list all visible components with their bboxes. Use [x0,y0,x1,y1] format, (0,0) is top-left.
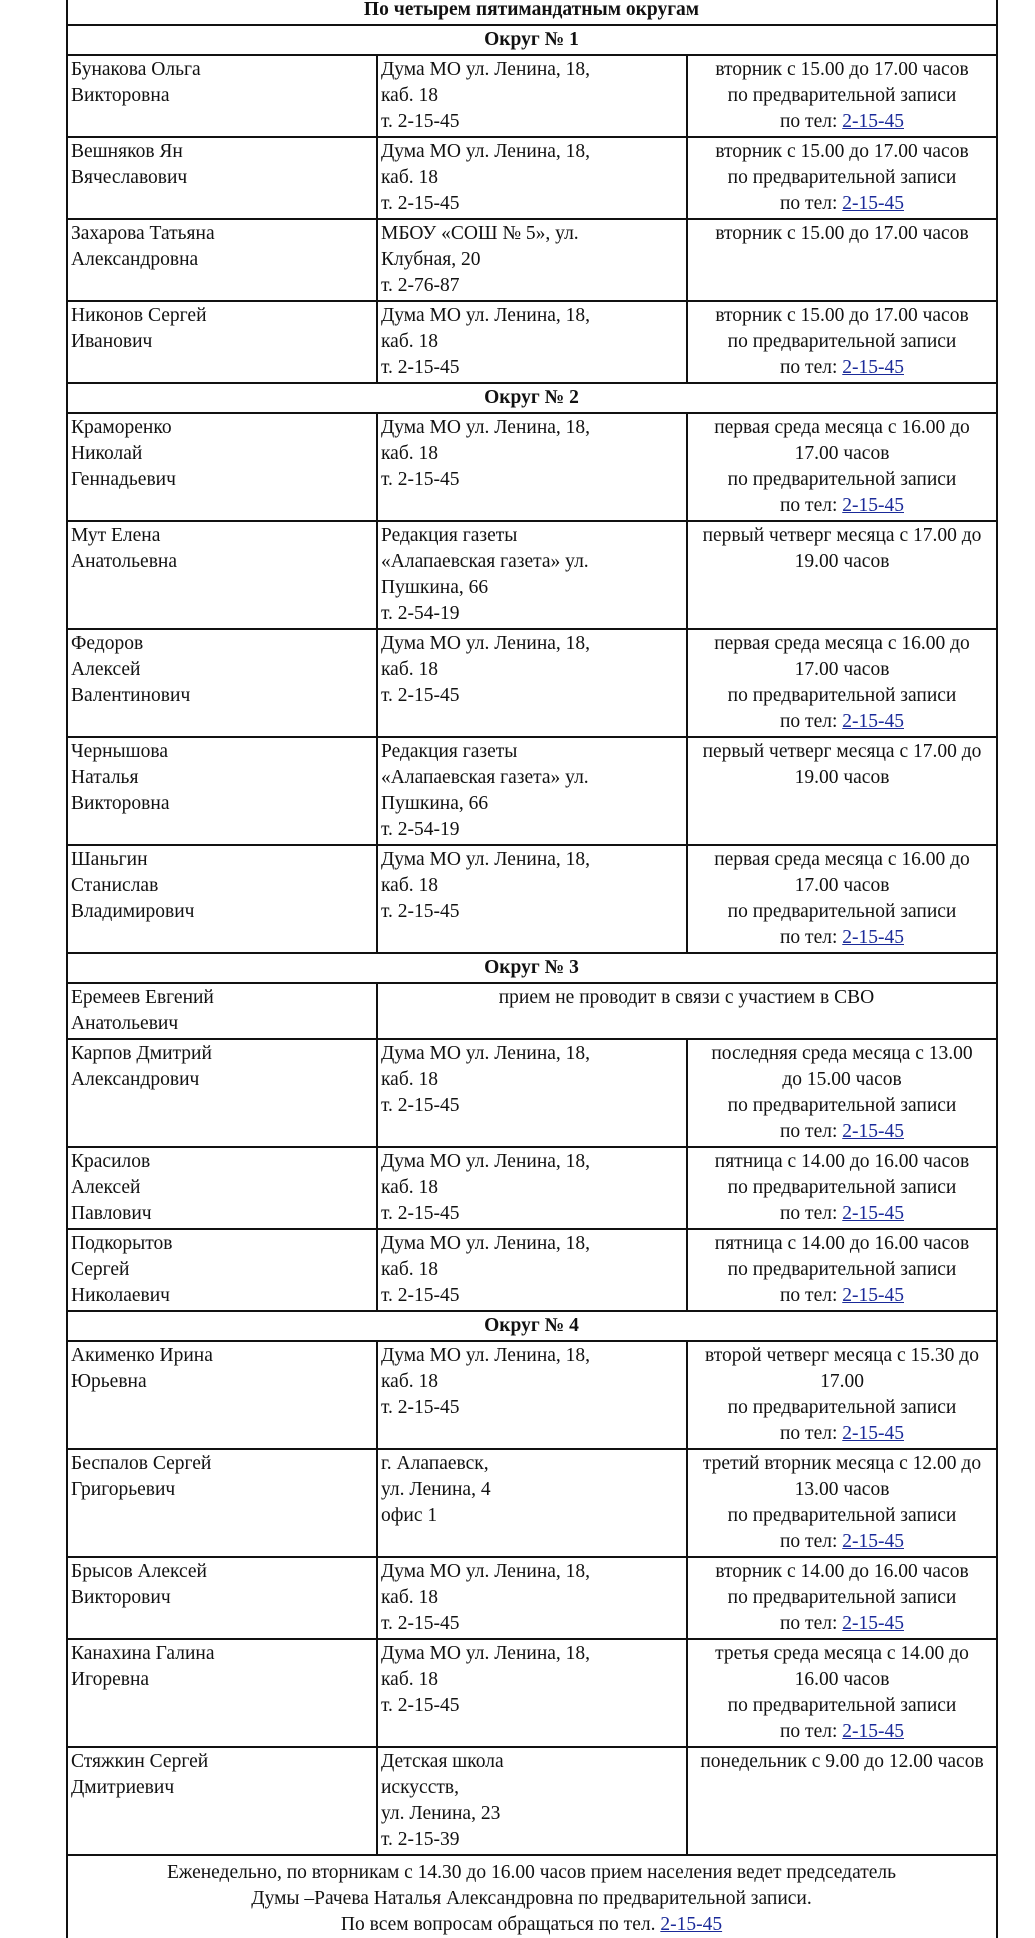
reception-time-line: по предварительной записи [727,685,957,706]
reception-place-line: т. 2-15-45 [381,685,460,706]
deputy-name-line: Викторович [71,1587,171,1608]
table-row [67,1747,997,1855]
reception-place-line: ул. Ленина, 23 [381,1803,501,1824]
deputy-name-line: Станислав [71,875,159,896]
reception-place-line: ул. Ленина, 4 [381,1479,491,1500]
reception-time-line: по предварительной записи [727,901,957,922]
reception-place-line: г. Алапаевск, [381,1453,489,1474]
reception-place-line: каб. 18 [381,85,439,106]
district-row [67,1311,997,1341]
reception-place-line: каб. 18 [381,1259,439,1280]
reception-place-line: Пушкина, 66 [381,577,489,598]
reception-note: прием не проводит в связи с участием в СВО [377,983,997,1039]
phone-link[interactable]: 2-15-45 [842,193,904,214]
reception-place-line: каб. 18 [381,1669,439,1690]
reception-place-line: каб. 18 [381,331,439,352]
table-row [67,1039,997,1147]
reception-time-line: третья среда месяца с 14.00 до [715,1643,969,1664]
reception-place-line: т. 2-15-45 [381,1397,460,1418]
reception-time-line: 19.00 часов [794,767,890,788]
table-row [67,1449,997,1557]
deputy-name-line: Мут Елена [71,525,161,546]
phone-prefix: по тел: [779,1203,843,1224]
reception-time-line: по предварительной записи [727,331,957,352]
reception-time-line: 13.00 часов [794,1479,890,1500]
footer-phone-prefix: По всем вопросам обращаться по тел. [340,1914,661,1935]
deputy-name-line: Сергей [71,1259,130,1280]
deputy-name-line: Владимирович [71,901,195,922]
reception-time-line: 16.00 часов [794,1669,890,1690]
deputy-name-line: Геннадьевич [71,469,176,490]
deputy-name-line: Юрьевна [71,1371,147,1392]
table-row [67,521,997,629]
phone-line [690,109,994,135]
phone-line [690,355,994,381]
reception-place [377,1147,687,1229]
table-row [67,845,997,953]
deputy-name-line: Игоревна [71,1669,150,1690]
phone-prefix: по тел: [779,1121,843,1142]
reception-place-line: т. 2-15-45 [381,901,460,922]
reception-time [687,1341,997,1449]
reception-place-line: каб. 18 [381,443,439,464]
phone-prefix: по тел: [779,357,843,378]
reception-time [687,301,997,383]
phone-link[interactable]: 2-15-45 [842,1531,904,1552]
footer-line [71,1912,992,1938]
reception-time-line: по предварительной записи [727,1397,957,1418]
reception-place-line: искусств, [381,1777,459,1798]
deputy-name [67,1229,377,1311]
reception-place-line: офис 1 [381,1505,438,1526]
phone-line [690,925,994,951]
deputy-name-line: Павлович [71,1203,152,1224]
reception-time [687,1557,997,1639]
deputy-name-line: Брысов Алексей [71,1561,207,1582]
deputy-name [67,521,377,629]
deputy-name [67,1449,377,1557]
deputy-name-line: Шаньгин [71,849,148,870]
reception-time [687,1229,997,1311]
deputy-name-line: Красилов [71,1151,151,1172]
reception-time [687,1639,997,1747]
deputy-name [67,1147,377,1229]
deputy-name-line: Викторовна [71,85,170,106]
phone-link[interactable]: 2-15-45 [842,357,904,378]
reception-place-line: т. 2-15-45 [381,1095,460,1116]
district-row [67,383,997,413]
reception-place [377,413,687,521]
deputy-name-line: Канахина Галина [71,1643,215,1664]
reception-place-line: т. 2-76-87 [381,275,460,296]
reception-time-line: по предварительной записи [727,1177,957,1198]
table-row [67,413,997,521]
reception-place-line: Дума МО ул. Ленина, 18, [381,1151,591,1172]
phone-link[interactable]: 2-15-45 [842,1121,904,1142]
schedule-table [66,0,998,1938]
reception-place-line: т. 2-15-45 [381,193,460,214]
reception-place-line: Клубная, 20 [381,249,481,270]
phone-link[interactable]: 2-15-45 [842,927,904,948]
phone-line [690,1283,994,1309]
reception-time [687,1449,997,1557]
reception-place-line: каб. 18 [381,1069,439,1090]
reception-time-line: первый четверг месяца с 17.00 до [702,525,982,546]
reception-place-line: Дума МО ул. Ленина, 18, [381,1233,591,1254]
deputy-name-line: Акименко Ирина [71,1345,213,1366]
deputy-name-line: Карпов Дмитрий [71,1043,212,1064]
reception-time-line: вторник с 15.00 до 17.00 часов [715,305,969,326]
reception-time-line: по предварительной записи [727,1587,957,1608]
deputy-name [67,219,377,301]
footer-row [67,1855,997,1938]
phone-line [690,1421,994,1447]
deputy-name-line: Валентинович [71,685,191,706]
phone-prefix: по тел: [779,495,843,516]
deputy-name-line: Григорьевич [71,1479,176,1500]
reception-time [687,219,997,301]
reception-place [377,1229,687,1311]
footer-note [67,1855,997,1938]
phone-line [690,493,994,519]
reception-time-line: пятница с 14.00 до 16.00 часов [714,1233,970,1254]
deputy-name-line: Беспалов Сергей [71,1453,212,1474]
deputy-name-line: Захарова Татьяна [71,223,215,244]
reception-time-line: 17.00 часов [794,659,890,680]
reception-place-line: Дума МО ул. Ленина, 18, [381,1345,591,1366]
reception-place-line: каб. 18 [381,167,439,188]
deputy-name-line: Дмитриевич [71,1777,175,1798]
table-row [67,1341,997,1449]
reception-place-line: каб. 18 [381,1587,439,1608]
deputy-name-line: Вячеславович [71,167,188,188]
title-row [67,0,997,25]
reception-place [377,629,687,737]
district-row [67,953,997,983]
table-row [67,301,997,383]
deputy-name-line: Никонов Сергей [71,305,207,326]
footer-phone-link[interactable]: 2-15-45 [660,1914,723,1935]
reception-time-line: пятница с 14.00 до 16.00 часов [714,1151,970,1172]
reception-place [377,301,687,383]
deputy-name [67,629,377,737]
phone-link[interactable]: 2-15-45 [842,1613,904,1634]
deputy-name-line: Николаевич [71,1285,170,1306]
deputy-name [67,737,377,845]
deputy-name-line: Алексей [71,1177,141,1198]
reception-place-line: каб. 18 [381,1371,439,1392]
deputy-name [67,301,377,383]
deputy-name-line: Бунакова Ольга [71,59,201,80]
phone-prefix: по тел: [779,1531,843,1552]
phone-line [690,1611,994,1637]
reception-time [687,1747,997,1855]
deputy-name-line: Николай [71,443,143,464]
phone-line [690,191,994,217]
table-row [67,629,997,737]
reception-place [377,737,687,845]
phone-prefix: по тел: [779,193,843,214]
deputy-name [67,1747,377,1855]
reception-place-line: т. 2-15-45 [381,469,460,490]
phone-line [690,1719,994,1745]
reception-place [377,1639,687,1747]
table-row [67,219,997,301]
table-row [67,1229,997,1311]
reception-time-line: последняя среда месяца с 13.00 [711,1043,973,1064]
table-row [67,55,997,137]
reception-place [377,1747,687,1855]
reception-time-line: по предварительной записи [727,85,957,106]
deputy-name [67,1557,377,1639]
reception-place-line: Дума МО ул. Ленина, 18, [381,141,591,162]
reception-time-line: первый четверг месяца с 17.00 до [702,741,982,762]
table-row [67,1639,997,1747]
reception-place-line: т. 2-54-19 [381,603,460,624]
reception-time-line: по предварительной записи [727,1095,957,1116]
reception-place [377,1557,687,1639]
phone-prefix: по тел: [779,1721,843,1742]
phone-prefix: по тел: [779,1423,843,1444]
deputy-name-line: Анатольевич [71,1013,179,1034]
phone-link[interactable]: 2-15-45 [842,1721,904,1742]
deputy-name [67,55,377,137]
reception-time-line: второй четверг месяца с 15.30 до [705,1345,979,1366]
reception-place [377,219,687,301]
table-row [67,1557,997,1639]
district-heading: Округ № 4 [67,1311,997,1341]
deputy-name-line: Федоров [71,633,144,654]
reception-time [687,55,997,137]
reception-place-line: «Алапаевская газета» ул. [381,551,589,572]
reception-time-line: 17.00 часов [794,443,890,464]
deputy-name-line: Алексей [71,659,141,680]
reception-place-line: Дума МО ул. Ленина, 18, [381,417,591,438]
reception-place-line: т. 2-15-45 [381,1613,460,1634]
reception-time-line: первая среда месяца с 16.00 до [714,849,970,870]
reception-time-line: 19.00 часов [794,551,890,572]
reception-place-line: Детская школа [381,1751,504,1772]
table-row [67,1147,997,1229]
reception-place-line: Дума МО ул. Ленина, 18, [381,849,591,870]
reception-place-line: т. 2-15-39 [381,1829,460,1850]
table-row [67,137,997,219]
reception-place [377,845,687,953]
phone-link[interactable]: 2-15-45 [842,495,904,516]
reception-place-line: Редакция газеты [381,741,518,762]
phone-line [690,1119,994,1145]
deputy-name [67,1039,377,1147]
deputy-name [67,413,377,521]
phone-prefix: по тел: [779,1285,843,1306]
phone-prefix: по тел: [779,1613,843,1634]
district-heading: Округ № 2 [67,383,997,413]
phone-link[interactable]: 2-15-45 [842,1285,904,1306]
deputy-name-line: Александрович [71,1069,200,1090]
reception-place-line: т. 2-54-19 [381,819,460,840]
reception-place [377,55,687,137]
phone-prefix: по тел: [779,111,843,132]
reception-time-line: вторник с 15.00 до 17.00 часов [715,59,969,80]
reception-time-line: по предварительной записи [727,1505,957,1526]
reception-time-line: по предварительной записи [727,469,957,490]
reception-place-line: Дума МО ул. Ленина, 18, [381,633,591,654]
phone-line [690,1529,994,1555]
reception-place-line: Дума МО ул. Ленина, 18, [381,59,591,80]
deputy-name-line: Краморенко [71,417,172,438]
deputy-name-line: Наталья [71,767,139,788]
deputy-name [67,1639,377,1747]
reception-place-line: каб. 18 [381,659,439,680]
phone-line [690,1201,994,1227]
reception-time-line: первая среда месяца с 16.00 до [714,417,970,438]
phone-link[interactable]: 2-15-45 [842,111,904,132]
table-row [67,983,997,1039]
reception-place-line: Дума МО ул. Ленина, 18, [381,1561,591,1582]
reception-place-line: МБОУ «СОШ № 5», ул. [381,223,579,244]
reception-time-line: понедельник с 9.00 до 12.00 часов [700,1751,984,1772]
reception-time-line: до 15.00 часов [782,1069,902,1090]
reception-place-line: Дума МО ул. Ленина, 18, [381,305,591,326]
deputy-name-line: Чернышова [71,741,168,762]
deputy-name-line: Александровна [71,249,199,270]
deputy-name [67,983,377,1039]
reception-time-line: по предварительной записи [727,1259,957,1280]
reception-place-line: т. 2-15-45 [381,111,460,132]
reception-time [687,845,997,953]
reception-place-line: Дума МО ул. Ленина, 18, [381,1043,591,1064]
deputy-name-line: Еремеев Евгений [71,987,214,1008]
table-title: По четырем пятимандатным округам [67,0,997,25]
reception-time-line: 17.00 [820,1371,864,1392]
reception-time-line: 17.00 часов [794,875,890,896]
reception-place [377,521,687,629]
reception-place [377,1449,687,1557]
reception-time-line: третий вторник месяца с 12.00 до [702,1453,982,1474]
deputy-name-line: Стяжкин Сергей [71,1751,209,1772]
phone-line [690,709,994,735]
reception-time-line: по предварительной записи [727,1695,957,1716]
reception-time [687,1147,997,1229]
reception-place [377,1039,687,1147]
reception-time [687,137,997,219]
reception-time [687,1039,997,1147]
reception-place-line: Пушкина, 66 [381,793,489,814]
district-row [67,25,997,55]
reception-time [687,629,997,737]
deputy-name-line: Вешняков Ян [71,141,183,162]
deputy-name [67,137,377,219]
reception-place-line: каб. 18 [381,875,439,896]
phone-link[interactable]: 2-15-45 [842,1423,904,1444]
reception-place [377,1341,687,1449]
reception-time [687,521,997,629]
reception-time-line: вторник с 15.00 до 17.00 часов [715,223,969,244]
reception-place-line: Редакция газеты [381,525,518,546]
phone-link[interactable]: 2-15-45 [842,711,904,732]
deputy-name-line: Подкорытов [71,1233,173,1254]
reception-place-line: т. 2-15-45 [381,1695,460,1716]
reception-time-line: первая среда месяца с 16.00 до [714,633,970,654]
district-heading: Округ № 1 [67,25,997,55]
deputy-name [67,845,377,953]
reception-time-line: вторник с 15.00 до 17.00 часов [715,141,969,162]
district-heading: Округ № 3 [67,953,997,983]
footer-line: Думы –Рачева Наталья Александровна по предварительной записи. [251,1888,812,1909]
phone-prefix: по тел: [779,927,843,948]
reception-place [377,137,687,219]
phone-link[interactable]: 2-15-45 [842,1203,904,1224]
reception-place-line: т. 2-15-45 [381,357,460,378]
reception-time [687,737,997,845]
reception-time-line: вторник с 14.00 до 16.00 часов [715,1561,969,1582]
deputy-name [67,1341,377,1449]
reception-place-line: Дума МО ул. Ленина, 18, [381,1643,591,1664]
schedule-table-body [67,0,997,1938]
reception-time-line: по предварительной записи [727,167,957,188]
reception-time [687,413,997,521]
footer-line: Еженедельно, по вторникам с 14.30 до 16.00 часов прием населения ведет председатель [166,1862,897,1883]
deputy-name-line: Иванович [71,331,153,352]
reception-place-line: каб. 18 [381,1177,439,1198]
deputy-name-line: Викторовна [71,793,170,814]
reception-place-line: «Алапаевская газета» ул. [381,767,589,788]
table-row [67,737,997,845]
reception-place-line: т. 2-15-45 [381,1285,460,1306]
reception-place-line: т. 2-15-45 [381,1203,460,1224]
phone-prefix: по тел: [779,711,843,732]
deputy-name-line: Анатольевна [71,551,178,572]
